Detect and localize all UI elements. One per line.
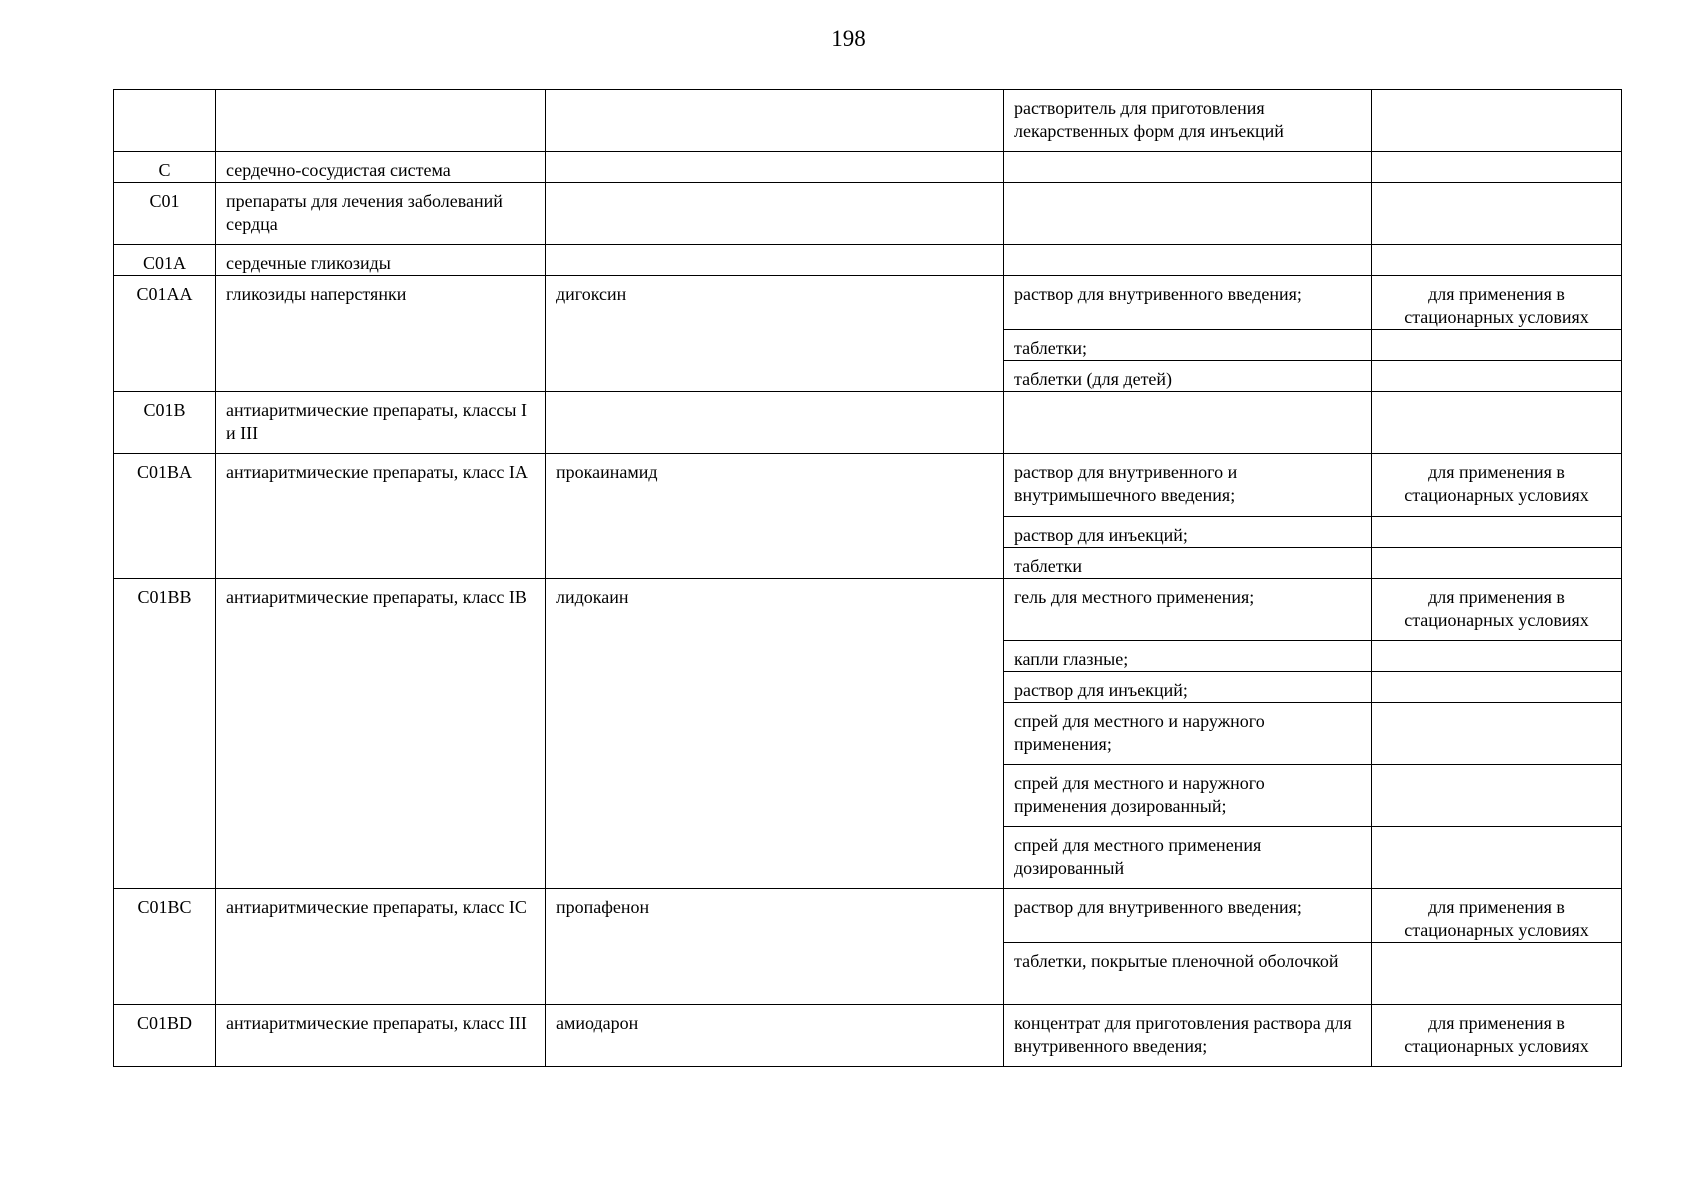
drug-name-cell: амиодарон <box>546 1005 1004 1067</box>
usage-note-cell <box>1372 517 1622 548</box>
dosage-form-cell: таблетки, покрытые пленочной оболочкой <box>1004 943 1372 1005</box>
anatomical-therapeutic-group-cell <box>216 90 546 152</box>
dosage-form-cell: растворитель для приготовления лекарственных форм для инъекций <box>1004 90 1372 152</box>
drug-name-cell: дигоксин <box>546 276 1004 392</box>
drug-table <box>113 89 1622 1067</box>
usage-note-cell: для применения в стационарных условиях <box>1372 454 1622 517</box>
usage-note-cell <box>1372 392 1622 454</box>
table-row <box>114 454 1622 517</box>
atc-code-cell: C <box>114 152 216 183</box>
drug-name-cell: пропафенон <box>546 889 1004 1005</box>
drug-name-cell <box>546 152 1004 183</box>
atc-code-cell: C01BD <box>114 1005 216 1067</box>
dosage-form-cell: гель для местного применения; <box>1004 579 1372 641</box>
atc-code-cell: C01 <box>114 183 216 245</box>
drug-name-cell: прокаинамид <box>546 454 1004 579</box>
usage-note-cell <box>1372 361 1622 392</box>
dosage-form-cell: таблетки; <box>1004 330 1372 361</box>
usage-note-cell <box>1372 765 1622 827</box>
usage-note-cell <box>1372 245 1622 276</box>
table-row <box>114 276 1622 330</box>
atc-code-cell: C01A <box>114 245 216 276</box>
anatomical-therapeutic-group-cell: антиаритмические препараты, класс IB <box>216 579 546 889</box>
usage-note-cell <box>1372 827 1622 889</box>
atc-code-cell: C01BB <box>114 579 216 889</box>
dosage-form-cell <box>1004 392 1372 454</box>
dosage-form-cell <box>1004 152 1372 183</box>
dosage-form-cell: спрей для местного и наружного применения; <box>1004 703 1372 765</box>
dosage-form-cell: таблетки (для детей) <box>1004 361 1372 392</box>
atc-code-cell <box>114 90 216 152</box>
drug-name-cell: лидокаин <box>546 579 1004 889</box>
anatomical-therapeutic-group-cell: препараты для лечения заболеваний сердца <box>216 183 546 245</box>
table-row <box>114 579 1622 641</box>
dosage-form-cell <box>1004 245 1372 276</box>
usage-note-cell <box>1372 943 1622 1005</box>
table-row <box>114 152 1622 183</box>
dosage-form-cell: раствор для инъекций; <box>1004 517 1372 548</box>
usage-note-cell <box>1372 548 1622 579</box>
table-row <box>114 245 1622 276</box>
table-row <box>114 889 1622 943</box>
dosage-form-cell: раствор для инъекций; <box>1004 672 1372 703</box>
anatomical-therapeutic-group-cell: антиаритмические препараты, класс IC <box>216 889 546 1005</box>
dosage-form-cell: раствор для внутривенного введения; <box>1004 276 1372 330</box>
table-row <box>114 392 1622 454</box>
atc-code-cell: C01BC <box>114 889 216 1005</box>
dosage-form-cell: таблетки <box>1004 548 1372 579</box>
atc-code-cell: C01BA <box>114 454 216 579</box>
drug-name-cell <box>546 183 1004 245</box>
usage-note-cell <box>1372 90 1622 152</box>
usage-note-cell: для применения в стационарных условиях <box>1372 579 1622 641</box>
dosage-form-cell: спрей для местного применения дозированный <box>1004 827 1372 889</box>
table-row <box>114 183 1622 245</box>
atc-code-cell: C01B <box>114 392 216 454</box>
usage-note-cell <box>1372 641 1622 672</box>
dosage-form-cell: раствор для внутривенного введения; <box>1004 889 1372 943</box>
atc-code-cell: C01AA <box>114 276 216 392</box>
dosage-form-cell: спрей для местного и наружного применения дозированный; <box>1004 765 1372 827</box>
table-row <box>114 1005 1622 1067</box>
usage-note-cell: для применения в стационарных условиях <box>1372 889 1622 943</box>
anatomical-therapeutic-group-cell: сердечно-сосудистая система <box>216 152 546 183</box>
dosage-form-cell: капли глазные; <box>1004 641 1372 672</box>
anatomical-therapeutic-group-cell: антиаритмические препараты, классы I и III <box>216 392 546 454</box>
dosage-form-cell: концентрат для приготовления раствора для внутривенного введения; <box>1004 1005 1372 1067</box>
usage-note-cell <box>1372 183 1622 245</box>
usage-note-cell <box>1372 672 1622 703</box>
page-number: 198 <box>831 26 866 51</box>
anatomical-therapeutic-group-cell: антиаритмические препараты, класс IA <box>216 454 546 579</box>
drug-name-cell <box>546 90 1004 152</box>
usage-note-cell: для применения в стационарных условиях <box>1372 276 1622 330</box>
drug-name-cell <box>546 245 1004 276</box>
dosage-form-cell: раствор для внутривенного и внутримышечного введения; <box>1004 454 1372 517</box>
anatomical-therapeutic-group-cell: гликозиды наперстянки <box>216 276 546 392</box>
usage-note-cell <box>1372 330 1622 361</box>
table-row <box>114 90 1622 152</box>
usage-note-cell: для применения в стационарных условиях <box>1372 1005 1622 1067</box>
dosage-form-cell <box>1004 183 1372 245</box>
usage-note-cell <box>1372 152 1622 183</box>
anatomical-therapeutic-group-cell: сердечные гликозиды <box>216 245 546 276</box>
usage-note-cell <box>1372 703 1622 765</box>
drug-name-cell <box>546 392 1004 454</box>
anatomical-therapeutic-group-cell: антиаритмические препараты, класс III <box>216 1005 546 1067</box>
